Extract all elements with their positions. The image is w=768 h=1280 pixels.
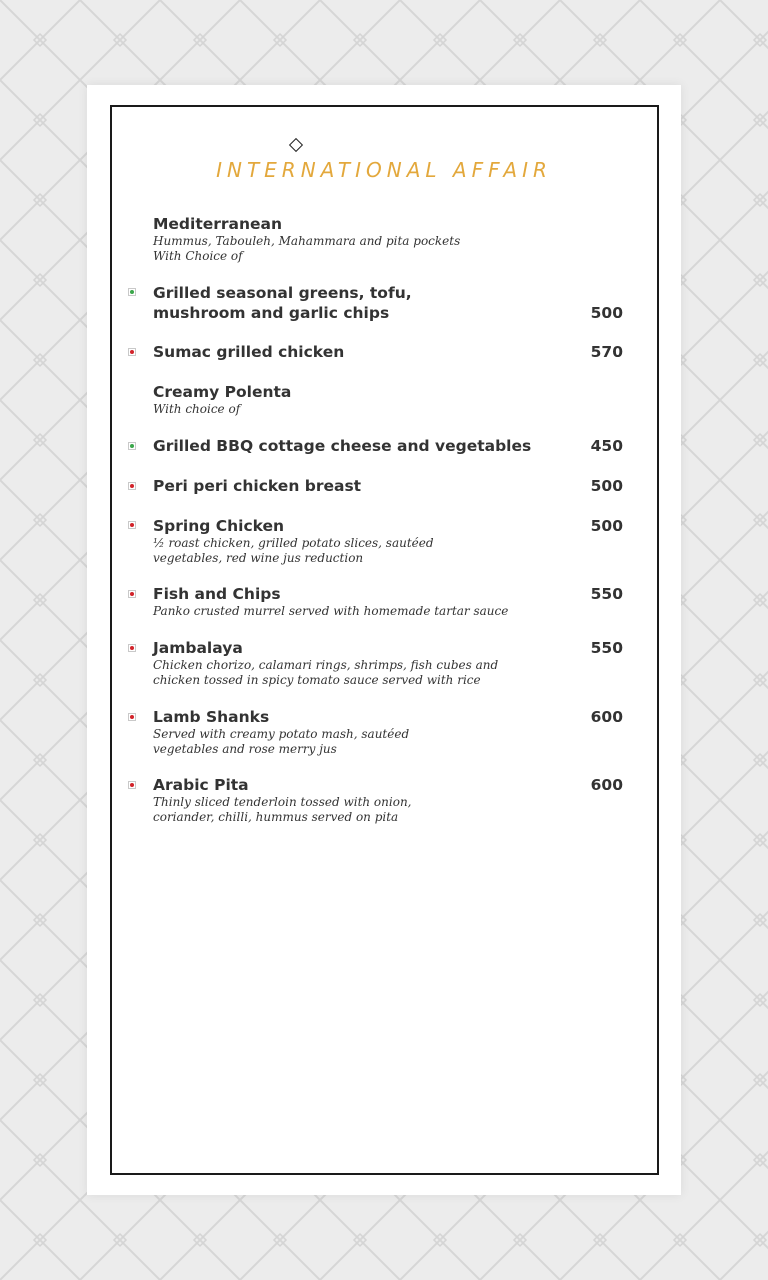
item-price: 600 — [590, 776, 623, 794]
nonveg-indicator-icon — [128, 713, 136, 721]
menu-item-spring-chicken — [153, 516, 623, 566]
menu-item-lamb-shanks — [153, 707, 623, 757]
section-title: INTERNATIONAL AFFAIR — [216, 158, 552, 182]
item-price: 450 — [590, 437, 623, 455]
item-price: 550 — [590, 639, 623, 657]
item-name: Sumac grilled chicken — [153, 343, 345, 361]
item-description: Thinly sliced tenderloin tossed with onion, coriander, chilli, hummus served on pita — [153, 795, 412, 824]
menu-item-bbq-cottage-cheese — [153, 436, 623, 456]
nonveg-indicator-icon — [128, 590, 136, 598]
item-description: ½ roast chicken, grilled potato slices, sautéed vegetables, red wine jus reduction — [153, 536, 434, 565]
item-name: Lamb Shanks — [153, 708, 270, 726]
item-name: Creamy Polenta — [153, 383, 292, 401]
menu-item-creamy-polenta — [153, 382, 623, 417]
item-name: Fish and Chips — [153, 585, 281, 603]
item-description: Served with creamy potato mash, sautéed vegetables and rose merry jus — [153, 727, 410, 756]
item-description: With choice of — [153, 402, 241, 416]
item-price: 600 — [590, 708, 623, 726]
item-price: 550 — [590, 585, 623, 603]
nonveg-indicator-icon — [128, 644, 136, 652]
menu-item-grilled-greens — [153, 283, 623, 323]
nonveg-indicator-icon — [128, 521, 136, 529]
veg-indicator-icon — [128, 288, 136, 296]
item-price: 500 — [590, 304, 623, 322]
menu-item-mediterranean — [153, 214, 623, 264]
menu-item-fish-and-chips — [153, 584, 623, 619]
menu-item-jambalaya — [153, 638, 623, 688]
nonveg-indicator-icon — [128, 781, 136, 789]
item-description: Panko crusted murrel served with homemade tartar sauce — [153, 604, 509, 618]
item-name: Peri peri chicken breast — [153, 477, 362, 495]
item-name: Jambalaya — [153, 639, 243, 657]
item-name: Mediterranean — [153, 215, 283, 233]
item-name: Spring Chicken — [153, 517, 285, 535]
item-name: Grilled BBQ cottage cheese and vegetables — [153, 437, 532, 455]
item-description: Hummus, Tabouleh, Mahammara and pita pockets With Choice of — [153, 234, 461, 263]
menu-item-sumac-chicken — [153, 342, 623, 362]
menu-item-peri-peri-chicken — [153, 476, 623, 496]
menu-item-arabic-pita — [153, 775, 623, 825]
item-name: Grilled seasonal greens, tofu, mushroom and garlic chips — [153, 284, 412, 322]
item-price: 500 — [590, 517, 623, 535]
item-price: 500 — [590, 477, 623, 495]
nonveg-indicator-icon — [128, 482, 136, 490]
item-description: Chicken chorizo, calamari rings, shrimps, fish cubes and chicken tossed in spicy tomato sauce served with rice — [153, 658, 499, 687]
item-price: 570 — [590, 343, 623, 361]
item-name: Arabic Pita — [153, 776, 249, 794]
veg-indicator-icon — [128, 442, 136, 450]
nonveg-indicator-icon — [128, 348, 136, 356]
